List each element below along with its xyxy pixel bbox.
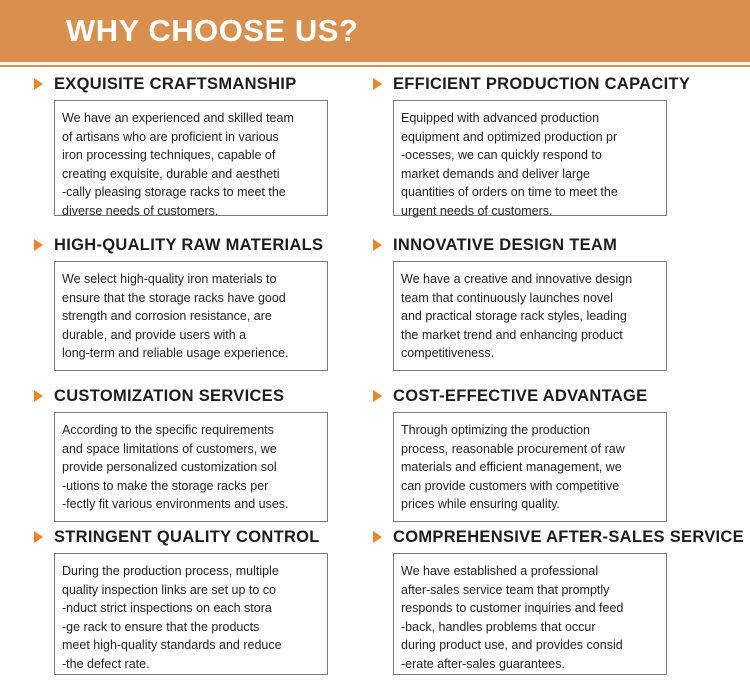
description-line: materials and efficient management, we	[401, 460, 622, 475]
arrow-bullet-icon	[34, 531, 43, 543]
feature-description-box	[54, 553, 328, 675]
description-line: provide personalized customization sol	[62, 460, 277, 475]
feature-description-box	[393, 412, 667, 522]
feature-description-box	[54, 412, 328, 522]
description-line: process, reasonable procurement of raw	[401, 441, 625, 456]
description-line: prices while ensuring quality.	[401, 497, 560, 512]
description-line: -back, handles problems that occur	[401, 619, 596, 634]
feature-heading: EXQUISITE CRAFTSMANSHIP	[54, 75, 297, 93]
description-line: creating exquisite, durable and aestheti	[62, 166, 280, 181]
description-line: of artisans who are proficient in various	[62, 129, 279, 144]
feature-heading: HIGH-QUALITY RAW MATERIALS	[54, 236, 324, 254]
arrow-bullet-icon	[373, 78, 382, 90]
description-line: During the production process, multiple	[62, 564, 279, 578]
description-line: -the defect rate.	[62, 656, 150, 671]
description-line: urgent needs of customers.	[401, 203, 553, 218]
description-line: -erate after-sales guarantees.	[401, 656, 565, 671]
description-line: competitiveness.	[401, 346, 495, 361]
description-line: and space limitations of customers, we	[62, 441, 277, 456]
arrow-bullet-icon	[34, 390, 43, 402]
feature-description-box	[393, 100, 667, 216]
arrow-bullet-icon	[373, 390, 382, 402]
arrow-bullet-icon	[373, 239, 382, 251]
description-line: quantities of orders on time to meet the	[401, 185, 618, 200]
description-line: -nduct strict inspections on each stora	[62, 601, 272, 616]
description-line: According to the specific requirements	[62, 423, 274, 437]
feature-description-box	[393, 553, 667, 675]
arrow-bullet-icon	[34, 78, 43, 90]
description-line: Through optimizing the production	[401, 423, 591, 437]
description-line: iron processing techniques, capable of	[62, 148, 276, 163]
feature-heading: STRINGENT QUALITY CONTROL	[54, 528, 320, 546]
description-line: equipment and optimized production pr	[401, 129, 618, 144]
description-line: -ocesses, we can quickly respond to	[401, 148, 602, 163]
description-line: We have a creative and innovative design	[401, 272, 633, 286]
description-line: -fectly fit various environments and uses.	[62, 497, 289, 512]
description-line: team that continuously launches novel	[401, 290, 613, 305]
description-line: quality inspection links are set up to co	[62, 582, 277, 597]
description-line: strength and corrosion resistance, are	[62, 309, 272, 324]
description-line: We have an experienced and skilled team	[62, 111, 294, 125]
description-line: after-sales service team that promptly	[401, 582, 610, 597]
description-line: -ge rack to ensure that the products	[62, 619, 260, 634]
description-line: We select high-quality iron materials to	[62, 272, 277, 286]
arrow-bullet-icon	[34, 239, 43, 251]
description-line: the market trend and enhancing product	[401, 327, 623, 342]
description-line: responds to customer inquiries and feed	[401, 601, 624, 616]
feature-heading: COMPREHENSIVE AFTER-SALES SERVICE	[393, 528, 744, 546]
description-line: durable, and provide users with a	[62, 327, 247, 342]
description-line: can provide customers with competitive	[401, 478, 620, 493]
description-line: during product use, and provides consid	[401, 638, 623, 653]
feature-heading: EFFICIENT PRODUCTION CAPACITY	[393, 75, 691, 93]
description-line: diverse needs of customers.	[62, 203, 219, 218]
description-line: market demands and deliver large	[401, 166, 590, 181]
feature-description-box	[393, 261, 667, 371]
feature-description-box	[54, 261, 328, 371]
arrow-bullet-icon	[373, 531, 382, 543]
description-line: long-term and reliable usage experience.	[62, 346, 289, 361]
description-line: and practical storage rack styles, leading	[401, 309, 627, 324]
description-line: ensure that the storage racks have good	[62, 290, 286, 305]
description-line: meet high-quality standards and reduce	[62, 638, 282, 653]
description-line: -utions to make the storage racks per	[62, 478, 269, 493]
feature-heading: INNOVATIVE DESIGN TEAM	[393, 236, 618, 254]
description-line: -cally pleasing storage racks to meet the	[62, 185, 286, 200]
description-line: Equipped with advanced production	[401, 111, 600, 125]
description-line: We have established a professional	[401, 564, 599, 578]
header-underline	[0, 65, 750, 67]
feature-heading: COST-EFFECTIVE ADVANTAGE	[393, 387, 648, 405]
feature-description-box	[54, 100, 328, 216]
feature-heading: CUSTOMIZATION SERVICES	[54, 387, 285, 405]
page-title: WHY CHOOSE US?	[66, 13, 359, 48]
